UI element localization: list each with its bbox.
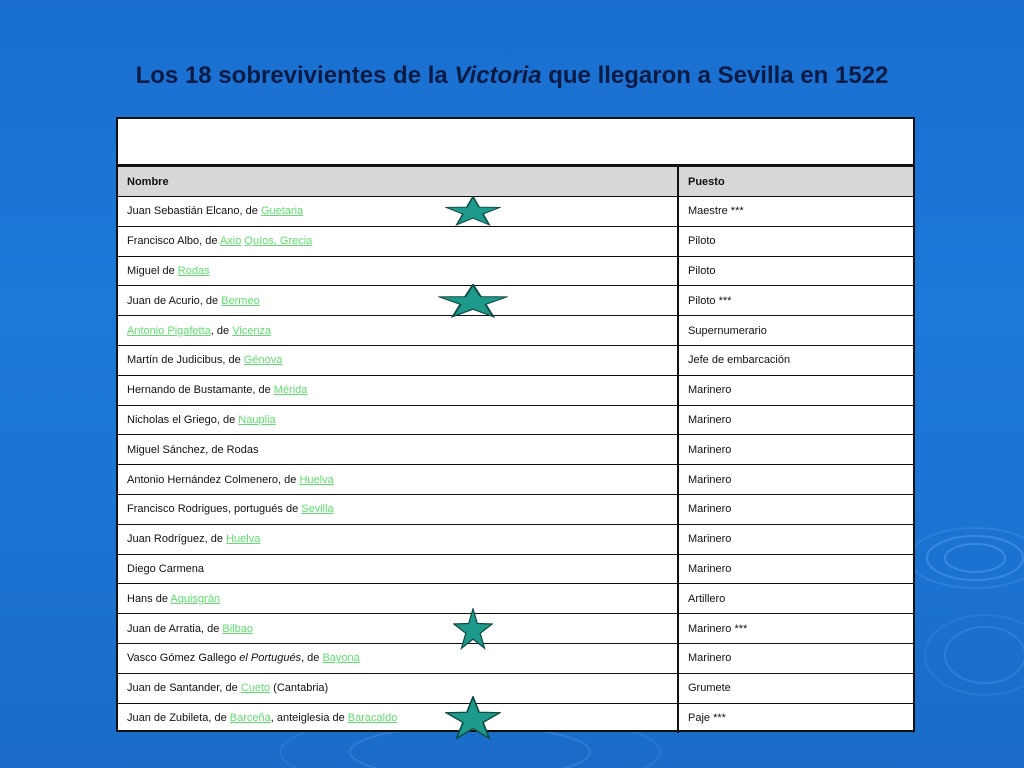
star-shape <box>446 197 500 225</box>
star-icon <box>445 196 501 226</box>
place-link[interactable]: Vicenza <box>232 324 272 337</box>
name-text: (Cantabria) <box>270 682 329 695</box>
name-text: Vasco Gómez Gallego <box>127 652 240 665</box>
cell-name <box>118 643 678 673</box>
cell-name <box>118 614 678 644</box>
place-link[interactable]: Génova <box>243 354 283 367</box>
cell-role: Marinero <box>678 494 913 524</box>
place-link[interactable]: Rodas <box>177 264 210 277</box>
name-text: Nicholas el Griego, de <box>127 413 239 426</box>
survivors-table-container <box>116 117 915 732</box>
table-row <box>118 584 913 614</box>
name-text: Juan de Zubileta, de <box>127 712 230 725</box>
table-blank-header-row <box>118 119 913 166</box>
table-row <box>118 435 913 465</box>
name-text: Francisco Albo, de <box>127 235 220 248</box>
place-link[interactable]: Axio <box>219 235 242 248</box>
star-shape <box>446 697 500 738</box>
place-link[interactable]: Bilbao <box>222 622 253 635</box>
cell-name <box>118 494 678 524</box>
cell-role: Paje *** <box>678 703 913 733</box>
name-text: Juan de Arratia, de <box>127 622 223 635</box>
star-shape <box>454 608 492 647</box>
column-header-role: Puesto <box>678 167 913 197</box>
cell-name <box>118 584 678 614</box>
cell-name <box>118 673 678 703</box>
place-link[interactable]: Barceña <box>229 712 271 725</box>
table-header-row <box>118 167 913 197</box>
name-text: Hernando de Bustamante, de <box>127 384 274 397</box>
table-row <box>118 643 913 673</box>
place-link[interactable]: Quíos, Grecia <box>244 235 313 248</box>
place-link[interactable]: Antonio Pigafetta <box>127 324 211 337</box>
cell-role: Marinero <box>678 405 913 435</box>
cell-role: Jefe de embarcación <box>678 345 913 375</box>
cell-role: Marinero <box>678 465 913 495</box>
table-row <box>118 614 913 644</box>
place-link[interactable]: Mérida <box>273 384 308 397</box>
star-icon <box>438 284 508 318</box>
cell-name <box>118 465 678 495</box>
cell-role: Marinero <box>678 554 913 584</box>
table-row <box>118 226 913 256</box>
place-link[interactable]: Guetaria <box>260 205 304 218</box>
cell-name <box>118 316 678 346</box>
place-link[interactable]: Nauplia <box>238 413 276 426</box>
place-link[interactable]: Sevilla <box>301 503 334 516</box>
table-row <box>118 524 913 554</box>
place-link[interactable]: Huelva <box>226 533 261 546</box>
place-link[interactable]: Aquisgrán <box>170 592 220 605</box>
cell-role: Artillero <box>678 584 913 614</box>
name-italic-text: el Portugués <box>239 652 302 665</box>
name-text: Miguel de <box>127 264 178 277</box>
cell-role: Piloto <box>678 256 913 286</box>
place-link[interactable]: Cueto <box>240 682 271 695</box>
cell-name <box>118 226 678 256</box>
name-text: Antonio Hernández Colmenero, de <box>127 473 300 486</box>
table-row <box>118 494 913 524</box>
table-row <box>118 703 913 733</box>
slide-title: Los 18 sobrevivientes de la Victoria que llegaron a Sevilla en 1522 <box>135 62 889 89</box>
name-text: Juan Rodríguez, de <box>127 533 227 546</box>
cell-role: Piloto *** <box>678 286 913 316</box>
name-text: , anteiglesia de <box>270 712 348 725</box>
cell-name <box>118 524 678 554</box>
table-row <box>118 405 913 435</box>
table-row <box>118 554 913 584</box>
place-link[interactable]: Huelva <box>299 473 334 486</box>
cell-role: Marinero <box>678 524 913 554</box>
table-row <box>118 316 913 346</box>
name-text: Francisco Rodrigues, portugués de <box>127 503 302 516</box>
cell-name <box>118 375 678 405</box>
table-row <box>118 375 913 405</box>
cell-role: Marinero <box>678 643 913 673</box>
cell-name <box>118 286 678 316</box>
name-text: Diego Carmena <box>127 562 205 575</box>
star-shape <box>439 284 506 316</box>
survivors-table <box>118 166 914 733</box>
name-text: Juan de Acurio, de <box>127 294 222 307</box>
cell-name <box>118 345 678 375</box>
cell-name <box>118 703 678 733</box>
place-link[interactable]: Bayona <box>322 652 360 665</box>
name-text: , de <box>301 652 323 665</box>
star-icon <box>453 608 493 650</box>
table-row <box>118 345 913 375</box>
cell-name <box>118 435 678 465</box>
cell-role: Supernumerario <box>678 316 913 346</box>
table-row <box>118 286 913 316</box>
cell-role: Piloto <box>678 226 913 256</box>
name-text: Juan Sebastián Elcano, de <box>127 205 261 218</box>
name-text: Martín de Judicibus, de <box>127 354 244 367</box>
cell-role: Grumete <box>678 673 913 703</box>
name-text: Miguel Sánchez, de Rodas <box>127 443 259 456</box>
star-icon <box>445 696 501 740</box>
table-row <box>118 673 913 703</box>
table-row <box>118 465 913 495</box>
table-row <box>118 197 913 227</box>
cell-role: Marinero *** <box>678 614 913 644</box>
name-text: Juan de Santander, de <box>127 682 241 695</box>
column-header-name: Nombre <box>118 167 678 197</box>
table-row <box>118 256 913 286</box>
cell-name <box>118 405 678 435</box>
cell-name <box>118 256 678 286</box>
name-text: Hans de <box>127 592 171 605</box>
place-link[interactable]: Baracaldo <box>347 712 398 725</box>
cell-name <box>118 197 678 227</box>
cell-role: Marinero <box>678 435 913 465</box>
cell-name <box>118 554 678 584</box>
place-link[interactable]: Bermeo <box>221 294 260 307</box>
cell-role: Marinero <box>678 375 913 405</box>
cell-role: Maestre *** <box>678 197 913 227</box>
name-text: , de <box>210 324 233 337</box>
